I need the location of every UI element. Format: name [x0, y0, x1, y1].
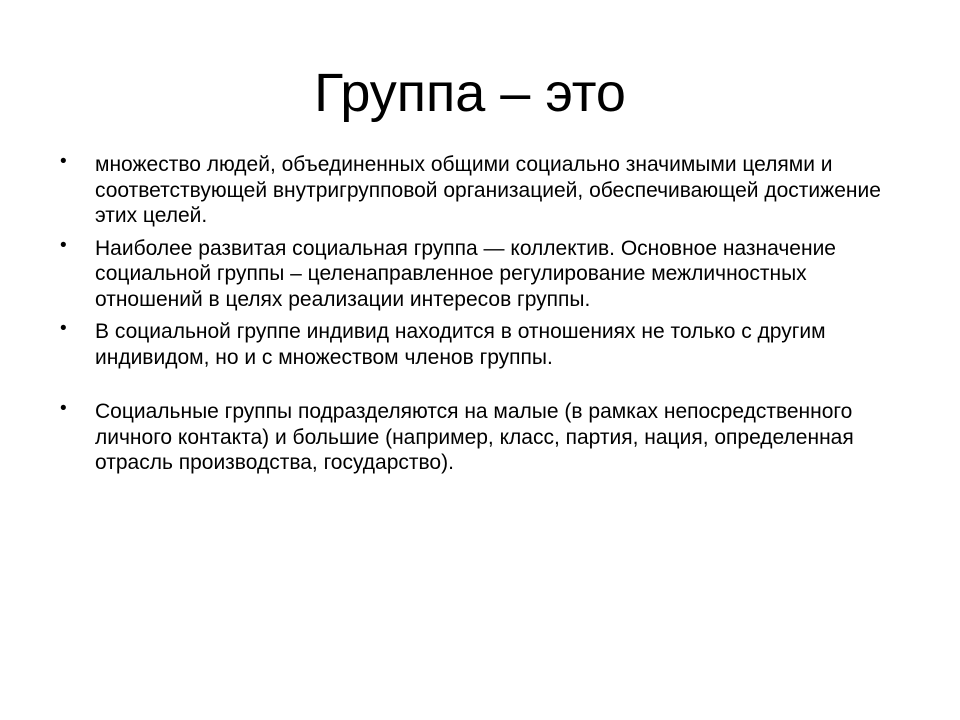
bullet-text: Социальные группы подразделяются на малые (в рамках непосредственного личного контакта) и большие (например, класс, партия, нация, определенная отрасль производства, государство). [95, 400, 854, 474]
bullet-dot-icon: • [60, 398, 67, 419]
bullet-item-3 [60, 319, 900, 370]
bullet-item-4 [60, 399, 900, 476]
bullet-item-2 [60, 236, 900, 313]
bullet-dot-icon: • [60, 234, 67, 256]
slide-title: Группа – это [314, 63, 626, 123]
bullet-text: множество людей, объединенных общими социально значимыми целями и соответствующей внутригрупповой организацией, обеспечивающей достижение этих целей. [95, 153, 881, 227]
bullet-list [60, 152, 900, 483]
bullet-dot-icon: • [60, 318, 67, 339]
bullet-text: В социальной группе индивид находится в отношениях не только с другим индивидом, но и с множеством членов группы. [95, 320, 826, 369]
bullet-item-1 [60, 152, 900, 229]
bullet-dot-icon: • [60, 151, 67, 172]
bullet-text: Наиболее развитая социальная группа — коллектив. Основное назначение социальной группы – целенаправленное регулирование межличностных отношений в целях реализации интересов группы. [95, 236, 836, 311]
